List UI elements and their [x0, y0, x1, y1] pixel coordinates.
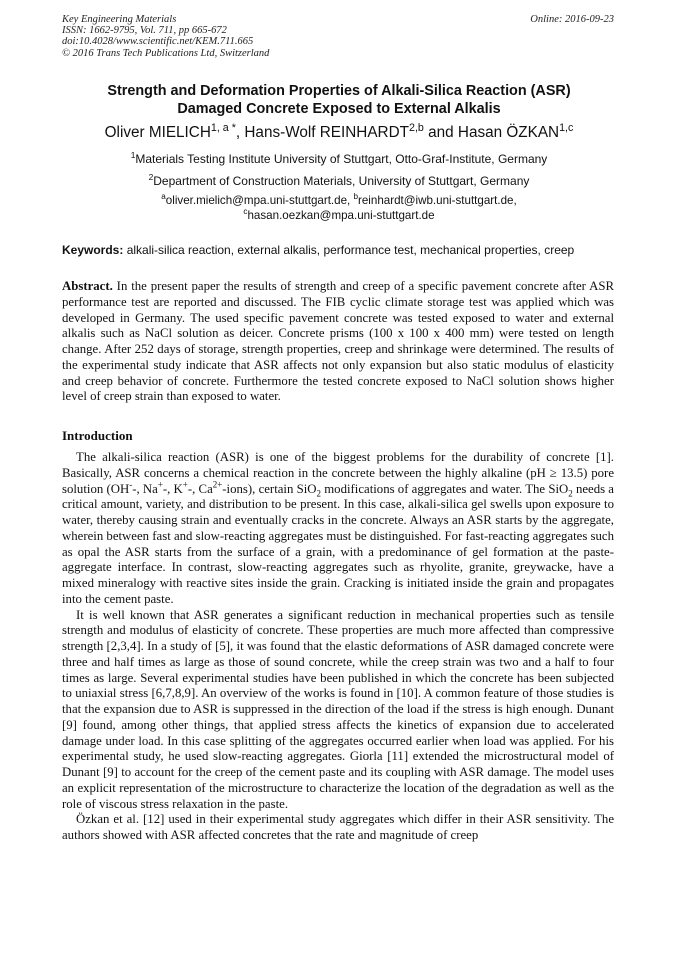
intro-p1-sub: 2: [316, 488, 321, 499]
intro-p1-part: -ions), certain SiO: [222, 481, 317, 496]
keywords: [62, 243, 618, 257]
copyright-line: © 2016 Trans Tech Publications Ltd, Switzerland: [62, 47, 270, 59]
intro-paragraph-3: Özkan et al. [12] used in their experimental study aggregates which differ in their ASR sensitivity. The authors showed with ASR affected concretes that the rate and magnitude of creep: [62, 812, 614, 842]
intro-p1-sub: 2: [568, 488, 573, 499]
abstract-label: Abstract.: [62, 279, 113, 293]
author-emails: [30, 193, 648, 223]
intro-p1-sup: +: [157, 479, 163, 490]
intro-p1-part: -, Na: [132, 481, 158, 496]
paper-title: [30, 82, 648, 118]
intro-p1-sup: -: [129, 479, 133, 490]
affiliation-1-text: Materials Testing Institute University of Stuttgart, Otto-Graf-Institute, Germany: [135, 152, 548, 166]
email-line-1: [30, 193, 648, 208]
intro-p1-sup: +: [182, 479, 188, 490]
affiliation-2-text: Department of Construction Materials, University of Stuttgart, Germany: [153, 174, 530, 188]
intro-p1-part: modifications of aggregates and water. The SiO: [321, 481, 569, 496]
intro-paragraph-2: It is well known that ASR generates a significant reduction in mechanical properties such as tensile strength and modulus of elasticity of concrete. These properties are much more affected than compressive strength [2,3,4]. In a study of [5], it was found that the elastic deformations of ASR damaged concrete were three and half times as large as those of sound concrete, while the creep strain was two and a half to four times as large. Several experimental studies have been published in which the concrete has been subjected to uniaxial stress [6,7,8,9]. An overview of the works is found in [10]. A common feature of those studies is that the expansion due to ASR is suppressed in the direction of the load if the stress is high enough. Dunant [9] found, among other things, that applied stress affects the kinetics of expansion due to accelerated damage under load. In this case splitting of the aggregates occurred earlier when load was applied. For his experimental study, he used slow-reacting aggregates. Giorla [11] extended the microstructural model of Dunant [9] to account for the creep of the cement paste and its coupling with ASR damage. The model uses an explicit representation of the microstructure to characterize the location of the degradation as well as the role of viscous stress relaxation in the paste.: [62, 607, 614, 811]
email-c-marker: c: [243, 207, 248, 217]
email-a-marker: a: [161, 192, 166, 202]
author-1: Oliver MIELICH: [104, 124, 211, 141]
affiliation-2: [30, 174, 648, 188]
abstract: [62, 279, 614, 405]
intro-p1-part: needs a critical amount, variety, and distribution to be present. In this case, alkali-silica gel swells upon exposure to water, thereby causing strain and eventually cracks in the concrete. Always an ASR starts by the aggregate, wherein between fast and slow-reacting aggregates must be distinguished. For fast-reacting aggregates such as opal the ASR starts from the surface of a grain, with a predominance of gel formation at the paste-aggregate interface. In contrast, slow-reacting aggregates such as rhyolite, granite, greywacke, have a mixed mineralogy with reactive sites inside the grain. Cracking is initiated inside the grain and propagates into the cement paste.: [62, 481, 614, 606]
affiliation-1-num: 1: [130, 150, 136, 160]
title-line-2: Damaged Concrete Exposed to External Alkalis: [177, 101, 501, 117]
affiliation-2-num: 2: [148, 172, 154, 182]
issn-line: ISSN: 1662-9795, Vol. 711, pp 665-672: [62, 25, 227, 37]
introduction-body: [62, 450, 614, 844]
keywords-text: alkali-silica reaction, external alkalis, performance test, mechanical properties, creep: [123, 243, 575, 257]
intro-p1-sup: 2+: [212, 479, 223, 490]
intro-p1-part: -, K: [162, 481, 183, 496]
intro-paragraph-1: [62, 450, 614, 608]
author-3-sup: 1,c: [559, 121, 574, 134]
author-list: [30, 121, 648, 142]
doi-line: doi:10.4028/www.scientific.net/KEM.711.665: [62, 36, 254, 48]
email-line-2: [30, 208, 648, 223]
email-a: oliver.mielich@mpa.uni-stuttgart.de,: [165, 194, 354, 207]
title-line-1: Strength and Deformation Properties of Alkali-Silica Reaction (ASR): [107, 83, 571, 99]
intro-p1-part: -, Ca: [187, 481, 213, 496]
author-2-sup: 2,b: [409, 121, 424, 134]
keywords-label: Keywords:: [62, 243, 124, 257]
introduction-heading: Introduction: [62, 428, 133, 443]
affiliation-1: [30, 152, 648, 166]
email-b: reinhardt@iwb.uni-stuttgart.de,: [358, 194, 517, 207]
email-c: hasan.oezkan@mpa.uni-stuttgart.de: [247, 209, 435, 222]
journal-name: Key Engineering Materials: [62, 14, 177, 25]
author-2: , Hans-Wolf REINHARDT: [235, 124, 409, 141]
author-3: and Hasan ÖZKAN: [423, 124, 560, 141]
intro-p1-part: The alkali-silica reaction (ASR) is one of the biggest problems for the durability of concrete [1]. Basically, ASR concerns a chemical reaction in the concrete between the highly alkaline (pH ≥ 13.5) pore solution (OH: [62, 450, 614, 496]
email-b-marker: b: [353, 192, 358, 202]
author-1-sup: 1, a *: [210, 121, 236, 134]
journal-header: [62, 14, 269, 59]
online-date: Online: 2016-09-23: [530, 14, 614, 25]
abstract-text: In the present paper the results of strength and creep of a specific pavement concrete after ASR performance test are reported and discussed. The FIB cyclic climate storage test was applied which was developed in Germany. The used specific pavement concrete was tested exposed to water and external alkalis such as NaCl solution as deicer. Concrete prisms (100 x 100 x 400 mm) were tested on length change. After 252 days of storage, strength properties, creep and shrinkage were determined. The results of the experimental study indicate that ASR affects not only expansion but also static modulus of elasticity and creep behavior of concrete. Furthermore the tested concrete exposed to NaCl solution shows higher level of creep strain than exposed to water.: [62, 279, 614, 404]
